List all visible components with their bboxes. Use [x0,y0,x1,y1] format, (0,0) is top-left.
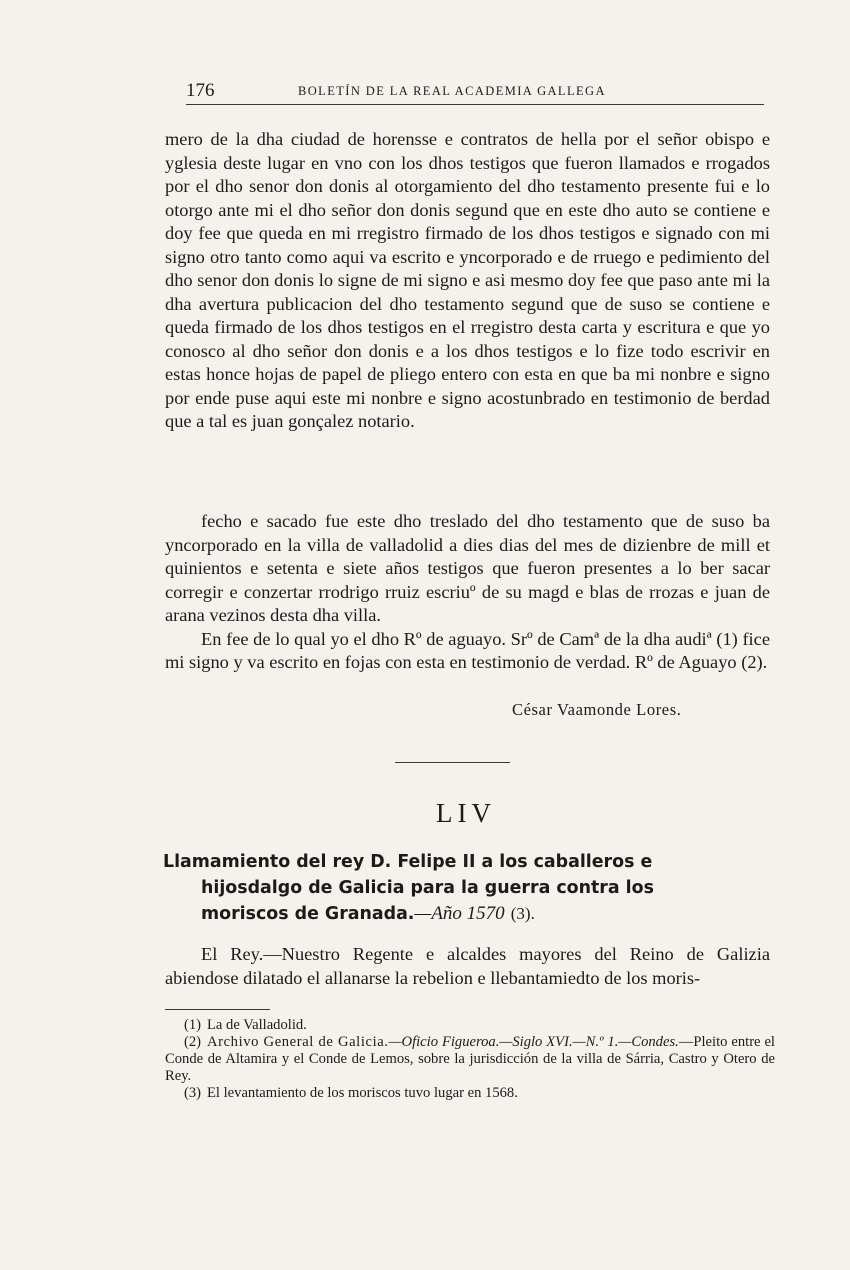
title-date: Año 1570 [431,903,505,924]
footnote-text: La de Valladolid. [207,1017,307,1033]
footnote-reference: —Oficio Figueroa.—Siglo XVI.—N.º 1.—Condes. [388,1034,679,1050]
paragraph: El Rey.—Nuestro Regente e alcaldes mayores del Reino de Galizia abiendose dilatado el allanarse la rebelion e llebantamiedto de los moris- [165,944,770,988]
footnote-1 [165,1017,775,1034]
title-footnote-ref: (3). [510,904,535,923]
footnotes [165,1017,775,1102]
section-numeral: LIV [436,798,496,828]
footnote-2 [165,1034,775,1085]
section-title [163,849,773,927]
page-number: 176 [186,80,215,101]
footnote-archive: Archivo General de Galicia. [207,1034,389,1050]
paragraph: mero de la dha ciudad de horensse e contratos de hella por el señor obispo e yglesia deste lugar en vno con los dhos testigos que fueron llamados e rrogados por el dho senor don donis al otorgamiento del dho testamento presente fui e lo otorgo ante mi el dho señor don donis segund que en este dho auto se contiene e doy fee que queda en mi rregistro firmado de los dhos testigos e signado con mi signo otro tanto como aqui va escrito e yncorporado e de rruego e pedimiento del dho senor don donis lo signe de mi signo e asi mesmo doy fee que paso ante mi la dha avertura publicacion del dho testamento segund que de suso se contiene e queda firmado de los dhos testigos en el rregistro desta carta y escritura e que yo conosco al dho señor don donis e a los dhos testigos e lo fize todo escrivir en estas honce hojas de papel de pliego entero con esta en que ba mi nonbre e signo por ende puse aqui este mi nonbre e signo acostunbrado en testimonio de berdad que a tal es juan gonçalez notario. [165,129,770,431]
running-title: BOLETÍN DE LA REAL ACADEMIA GALLEGA [298,84,606,98]
footnote-3 [165,1085,775,1102]
footnote-number: (2) [183,1034,201,1050]
paragraph: En fee de lo qual yo el dho Rº de aguayo. Srº de Camª de la dha audiª (1) fice mi signo y va escrito en fojas con esta en testimonio de verdad. Rº de Aguayo (2). [165,628,770,672]
footnote-text: —Pleito entre el Conde de Altamira y el Conde de Lemos, sobre la jurisdicción de la villa de Sárria, Castro y Otero de Rey. [165,1034,775,1084]
page-header [186,80,764,105]
title-line: hijosdalgo de Galicia para la guerra contra los [201,878,654,898]
footnote-number: (3) [183,1085,201,1101]
author-signature: César Vaamonde Lores. [512,700,682,719]
body-block-2 [165,510,770,675]
title-line: moriscos de Granada. [201,904,415,924]
footnote-number: (1) [183,1017,201,1033]
title-line-last [163,901,773,927]
paragraph: fecho e sacado fue este dho treslado del dho testamento que de suso ba yncorporado en la villa de valladolid a dies dias del mes de dizienbre de mill et quinientos e setenta e siete años testigos que fueron presentes a lo ber sacar corregir e conzertar rrodrigo rruiz escriuº de su magd e blas de rrozas e juan de arana vezinos desta dha villa. [165,511,770,625]
section-separator [395,762,510,763]
body-block-3 [165,943,770,990]
footnote-rule [165,1009,270,1010]
title-line: Llamamiento del rey D. Felipe II a los caballeros e [163,852,653,872]
title-dash: — [414,903,432,924]
footnote-text: El levantamiento de los moriscos tuvo lugar en 1568. [207,1085,518,1101]
body-block-1 [165,128,770,434]
